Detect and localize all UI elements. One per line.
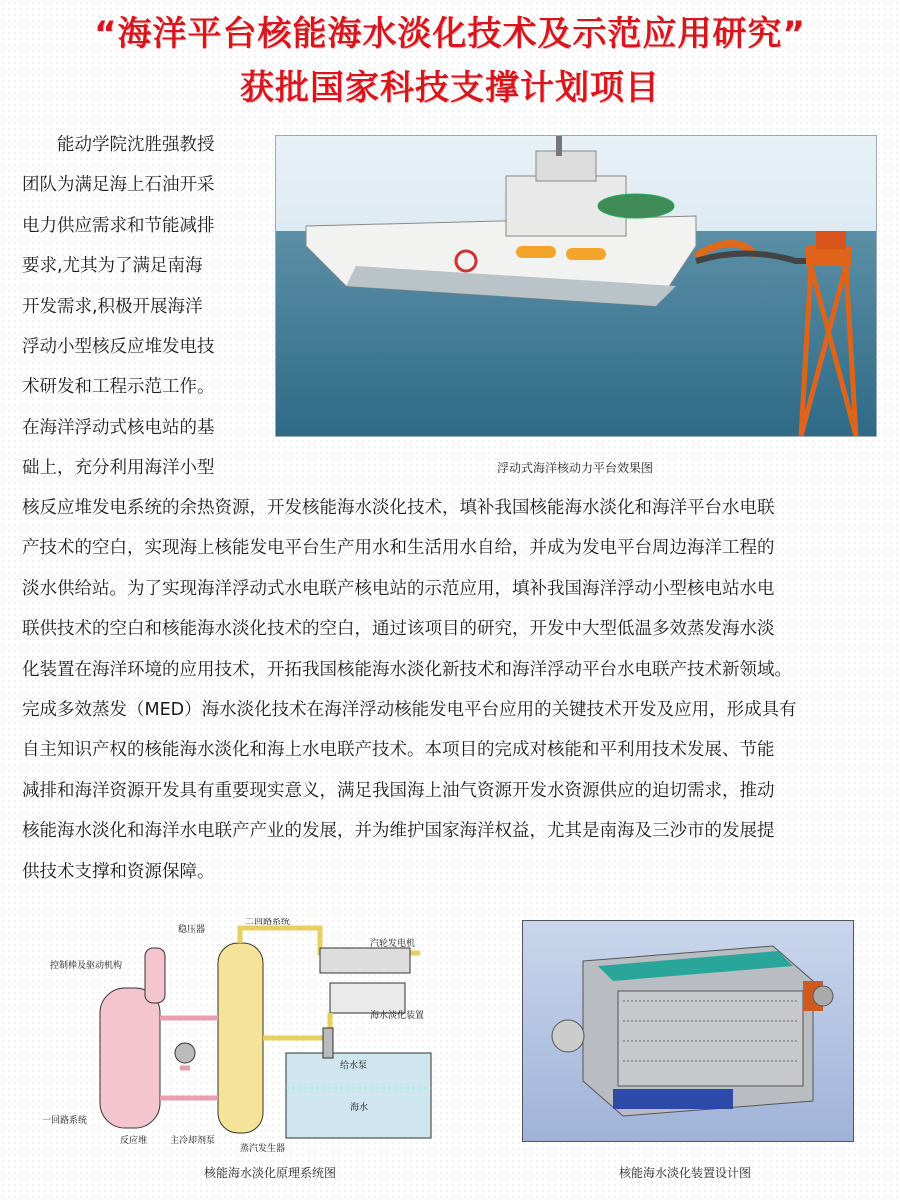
main-line: 完成多效蒸发（MED）海水淡化技术在海洋浮动核能发电平台应用的关键技术开发及应用，形成具有: [22, 700, 797, 721]
diagram-label: 给水泵: [340, 1061, 368, 1071]
main-line: 减排和海洋资源开发具有重要现实意义，满足我国海上油气资源开发水资源供应的迫切需求，推动: [22, 780, 775, 801]
main-line: 联供技术的空白和核能海水淡化技术的空白，通过该项目的研究，开发中大型低温多效蒸发海水淡: [22, 619, 775, 640]
intro-line: 术研发和工程示范工作。: [22, 377, 215, 398]
main-line: 淡水供给站。为了实现海洋浮动式水电联产核电站的示范应用，填补我国海洋浮动小型核电站水电: [22, 578, 775, 599]
diagram-label: 稳压器: [178, 925, 206, 935]
photo-caption: 浮动式海洋核动力平台效果图: [496, 461, 653, 475]
diagram-label: 汽轮发电机: [370, 939, 416, 949]
diagram-label: 海水淡化装置: [370, 1011, 425, 1021]
intro-line: 要求,尤其为了满足南海: [22, 256, 203, 277]
intro-line: 团队为满足海上石油开采: [22, 175, 215, 196]
diagram-label: 反应堆: [120, 1136, 148, 1146]
main-line: 核能海水淡化和海洋水电联产产业的发展，并为维护国家海洋权益，尤其是南海及三沙市的发展提: [22, 821, 775, 842]
intro-line: 础上，充分利用海洋小型: [22, 458, 215, 479]
diagram-label: 蒸汽发生器: [240, 1144, 286, 1154]
floating-nuclear-platform-image: [275, 135, 877, 437]
headline-line-2: 获批国家科技支撑计划项目: [240, 68, 660, 108]
diagram-caption: 核能海水淡化原理系统图: [203, 1166, 336, 1180]
intro-line: 电力供应需求和节能减排: [22, 215, 215, 236]
main-paragraph: [22, 488, 882, 892]
diagram-label: 一回路系统: [42, 1116, 88, 1126]
intro-line: 开发需求,积极开展海洋: [22, 296, 203, 317]
system-diagram: [40, 918, 440, 1158]
desalination-device-image: [522, 920, 854, 1142]
diagram-label: 二回路系统: [245, 918, 291, 927]
intro-line: 能动学院沈胜强教授: [57, 135, 215, 155]
intro-line: 在海洋浮动式核电站的基: [22, 417, 215, 438]
diagram-label: 主冷却剂泵: [170, 1136, 216, 1146]
diagram-label: 控制棒及驱动机构: [50, 961, 123, 971]
main-line: 自主知识产权的核能海水淡化和海上水电联产技术。本项目的完成对核能和平利用技术发展、节能: [22, 740, 775, 761]
main-line: 核反应堆发电系统的余热资源，开发核能海水淡化技术，填补我国核能海水淡化和海洋平台水电联: [22, 498, 775, 518]
intro-paragraph: [22, 125, 252, 489]
device-caption: 核能海水淡化装置设计图: [618, 1166, 751, 1180]
main-line: 产技术的空白，实现海上核能发电平台生产用水和生活用水自给，并成为发电平台周边海洋工程的: [22, 538, 775, 559]
diagram-label: 海水: [350, 1103, 369, 1113]
main-line: 化装置在海洋环境的应用技术，开拓我国核能海水淡化新技术和海洋浮动平台水电联产技术新领域。: [22, 659, 792, 680]
intro-line: 浮动小型核反应堆发电技: [22, 337, 215, 358]
main-line: 供技术支撑和资源保障。: [22, 861, 215, 882]
headline-line-1: “海洋平台核能海水淡化技术及示范应用研究”: [94, 14, 806, 54]
